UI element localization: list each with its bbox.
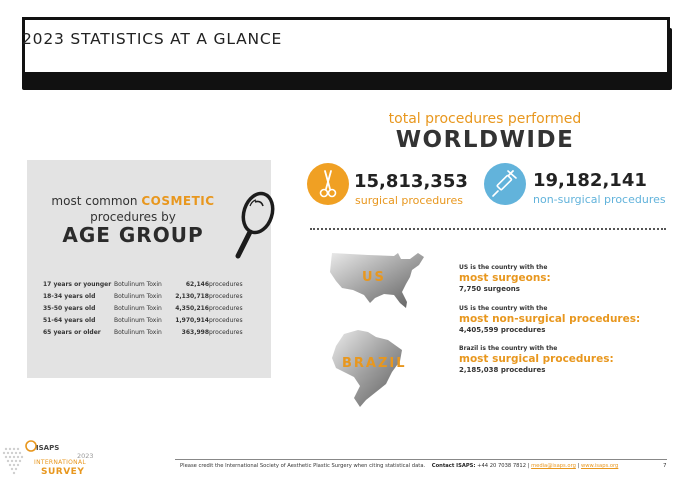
- surgical-procedures-count: 15,813,353: [354, 171, 468, 192]
- age-group-row: [43, 317, 267, 329]
- brazil-map-label: BRAZIL: [342, 356, 407, 371]
- logo-name: ISAPS: [36, 444, 60, 452]
- procedure-unit: procedures: [209, 281, 243, 288]
- fact-value: 7,750 surgeons: [459, 285, 520, 293]
- fact-intro: US is the country with the: [459, 264, 548, 271]
- age-group-row: [43, 329, 267, 341]
- age-group-heading-line2: procedures by: [90, 210, 176, 224]
- age-group-heading-line3: AGE GROUP: [62, 223, 204, 247]
- procedure-unit: procedures: [209, 293, 243, 300]
- non-surgical-procedures-count: 19,182,141: [533, 170, 647, 191]
- procedure-count: 62,146: [185, 281, 209, 288]
- logo-year: 2023: [77, 452, 94, 460]
- age-group-heading-line1: [27, 194, 239, 208]
- procedure-count: 4,350,216: [175, 305, 209, 312]
- fact-intro: US is the country with the: [459, 305, 548, 312]
- footer-credit: [180, 463, 618, 469]
- age-group-row: [43, 293, 267, 305]
- fact-most-surgical: [459, 345, 614, 374]
- worldwide-heading: WORLDWIDE: [395, 127, 575, 153]
- procedure-count: 1,970,914: [175, 317, 209, 324]
- age-group-table: [43, 281, 267, 341]
- age-range: 18-34 years old: [43, 293, 96, 300]
- procedure-name: Botulinum Toxin: [114, 305, 162, 312]
- dotted-divider: [310, 228, 666, 230]
- age-group-row: [43, 305, 267, 317]
- non-surgical-circle: [484, 163, 526, 205]
- surgical-circle: [307, 163, 349, 205]
- footer-credit-text: Please credit the International Society of Aesthetic Plastic Surgery when citing statistical data.: [180, 463, 426, 469]
- hand-mirror-icon: [225, 188, 285, 268]
- age-group-panel: [27, 160, 271, 378]
- age-range: 51-64 years old: [43, 317, 96, 324]
- procedure-count: 363,998: [181, 329, 209, 336]
- age-range: 17 years or younger: [43, 281, 112, 288]
- procedure-name: Botulinum Toxin: [114, 281, 162, 288]
- scissors-icon: [307, 163, 349, 205]
- fact-most-surgeons: [459, 264, 551, 293]
- fact-most-non-surgical: [459, 305, 640, 334]
- page-number: 7: [663, 463, 667, 469]
- footer-email-link[interactable]: media@isaps.org: [531, 463, 576, 469]
- procedure-name: Botulinum Toxin: [114, 317, 162, 324]
- syringe-icon: [484, 163, 526, 205]
- fact-value: 2,185,038 procedures: [459, 366, 546, 374]
- footer-website-link[interactable]: www.isaps.org: [580, 463, 619, 469]
- fact-title: most surgical procedures:: [459, 353, 614, 365]
- worldwide-subtitle: total procedures performed: [388, 111, 582, 127]
- procedure-count: 2,130,718: [175, 293, 209, 300]
- us-map-label: US: [362, 270, 386, 285]
- procedure-unit: procedures: [209, 305, 243, 312]
- footer-phone: +44 20 7038 7812 |: [477, 463, 530, 469]
- fact-intro: Brazil is the country with the: [459, 345, 558, 352]
- logo-line3: SURVEY: [41, 467, 85, 477]
- procedure-name: Botulinum Toxin: [114, 329, 162, 336]
- age-range: 65 years or older: [43, 329, 101, 336]
- procedure-name: Botulinum Toxin: [114, 293, 162, 300]
- fact-title: most surgeons:: [459, 272, 551, 284]
- logo-line2: INTERNATIONAL: [34, 459, 87, 466]
- non-surgical-procedures-label: non-surgical procedures: [533, 193, 666, 206]
- age-group-row: [43, 281, 267, 293]
- procedure-unit: procedures: [209, 317, 243, 324]
- footer-contact-label: Contact ISAPS:: [431, 463, 476, 469]
- footer-separator: |: [577, 463, 580, 469]
- fact-title: most non-surgical procedures:: [459, 313, 641, 325]
- footer-divider: [175, 459, 667, 460]
- procedure-unit: procedures: [209, 329, 243, 336]
- age-group-heading-prefix: most common: [51, 194, 142, 208]
- age-group-heading-highlight: COSMETIC: [141, 194, 215, 208]
- surgical-procedures-label: surgical procedures: [355, 194, 463, 207]
- age-range: 35-50 years old: [43, 305, 96, 312]
- fact-value: 4,405,599 procedures: [459, 326, 546, 334]
- page-title: 2023 STATISTICS AT A GLANCE: [22, 30, 283, 48]
